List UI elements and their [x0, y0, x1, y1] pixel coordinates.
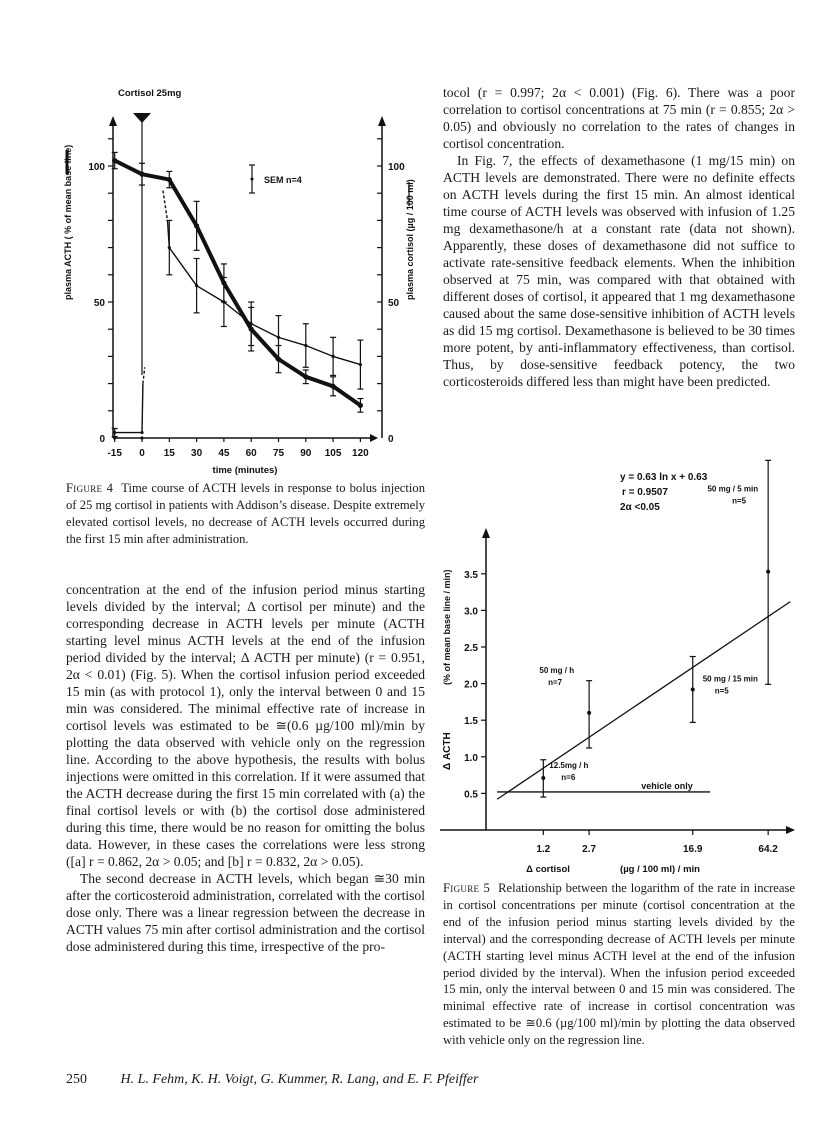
figure-5-label: Figure 5: [443, 881, 491, 895]
fig5-x-tick-label: 64.2: [758, 844, 778, 855]
fig5-x-axis-title: Δ cortisol: [526, 864, 570, 875]
fig4-data-point: [167, 177, 172, 182]
fig5-y-tick-label: 3.0: [464, 606, 478, 618]
fig4-x-axis-arrow: [370, 434, 378, 442]
fig4-data-point: [112, 158, 117, 163]
fig4-data-point: [168, 246, 171, 249]
fig5-point-n: n=6: [561, 773, 576, 783]
fig5-x-axis-arrow: [786, 826, 795, 834]
fig5-data-point: [691, 687, 695, 691]
fig4-x-tick-label: -15: [107, 448, 122, 459]
fig5-y-axis-arrow: [482, 528, 490, 538]
fig4-right-axis-arrow: [378, 116, 386, 126]
fig4-data-point: [304, 344, 307, 347]
fig4-data-point: [359, 363, 362, 366]
fig5-vehicle-label: vehicle only: [641, 780, 693, 791]
paragraph: In Fig. 7, the effects of dexamethasone (1 mg/15 min) on ACTH levels are demonstrated. There were no definite effects on ACTH levels during the first 15 min. An almost identical time course of ACTH levels was observed with infusion of 1.25 mg dexamethasone/h at a constant rate (data not shown). Apparently, these doses of dexamethasone did not suffice to activate rate-sensitive feedback elements. When the inhibition observed at 75 min, was compared with that obtained with different doses of cortisol, it appeared that 1 mg dexamethasone caused about the same dose-sensitive inhibition of ACTH levels as did 15 mg cortisol. Dexamethasone is believed to be 30 times more potent, by anti-inflammatory effectiveness, than cortisol. Thus, by dose-sensitive feedback potency, the two corticosteroids differed less than might have been predicted.: [443, 153, 795, 389]
paragraph: tocol (r = 0.997; 2α < 0.001) (Fig. 6). There was a poor correlation to cortisol concentrations at 75 min (r = 0.855; 2α > 0.05) and obviously no correlation to the rates of changes in cortisol concentration.: [443, 85, 795, 151]
fig5-y-tick-label: 2.5: [464, 643, 478, 654]
fig5-point-label: 50 mg / 15 min: [702, 674, 758, 684]
figure-5-caption: [443, 880, 795, 1049]
fig5-y-tick-label: 1.0: [464, 752, 478, 764]
figure-4-caption-text: Time course of ACTH levels in response to bolus injection of 25 mg cortisol in patients with Addison’s disease. Despite extremely elevated cortisol levels, no decrease of ACTH levels occurred during the first 15 min after administration.: [66, 481, 425, 546]
fig4-left-tick-label: 50: [93, 298, 105, 309]
fig5-y-axis-units: (% of mean base line / min): [442, 569, 452, 685]
figure-4-caption: [66, 480, 425, 548]
fig4-left-axis-arrow: [109, 116, 117, 126]
fig4-cortisol-rise-dashed: [143, 367, 145, 383]
fig5-point-n: n=7: [548, 677, 563, 687]
right-column-text: [443, 84, 795, 390]
fig4-x-tick-label: 0: [139, 448, 145, 459]
figure-4-label: Figure 4: [66, 481, 114, 495]
fig5-x-tick-label: 1.2: [536, 844, 551, 855]
fig4-x-tick-label: 60: [245, 448, 257, 459]
paragraph: concentration at the end of the infusion period minus starting levels divided by the interval; Δ cortisol per minute) and the corresponding decrease in ACTH levels per minute (ACTH starting level minus ACTH levels at the end of the infusion period divided by the interval; Δ ACTH per minute) (r = 0.951, 2α < 0.01) (Fig. 5). When the cortisol infusion period exceeded 15 min (as with protocol 1), only the interval between 0 and 15 min was considered. The minimal effective rate of increase in cortisol levels was estimated to be ≅(0.6 µg/100 ml)/min by plotting the data observed with vehicle only on the regression line. According to the above hypothesis, the results with bolus injections were omitted in this correlation. If it were assumed that the ACTH decrease during the first 15 min correlated with (a) the final cortisol levels or with (b) the cortisol dose administered during this time, there would be no reason for omitting the bolus data. However, in these cases the correlations were less strong ([a] r = 0.862, 2α > 0.05; and [b] r = 0.832, 2α > 0.05).: [66, 582, 425, 869]
fig4-data-point: [140, 436, 143, 439]
fig5-data-point: [587, 711, 591, 715]
fig5-data-point: [766, 570, 770, 574]
fig5-point-label: 50 mg / h: [539, 665, 575, 675]
fig4-x-tick-label: 45: [218, 448, 230, 459]
fig4-data-point: [140, 431, 143, 434]
fig4-data-point: [113, 436, 116, 439]
fig5-point-label: 50 mg / 5 min: [707, 484, 759, 494]
fig5-regression-equation: y = 0.63 ln x + 0.63: [620, 472, 708, 483]
fig5-y-tick-label: 1.5: [464, 716, 478, 728]
fig5-y-tick-label: 0.5: [464, 789, 478, 801]
fig5-regression-line: [497, 602, 790, 800]
figure-5-caption-text: Relationship between the logarithm of the rate in increase in cortisol concentrations per minute (cortisol concentration at the end of the infusion period minus starting levels divided by the interval) and the corresponding decrease of ACTH levels per minute (ACTH starting level minus ACTH level at the end of the infusion period divided by the interval). When the infusion period exceeded 15 min, only the interval between 0 and 15 min was considered. The minimal effective rate of increase in cortisol concentration was estimated to be ≅0.6 (µg/100 ml)/min by plotting the data observed with vehicle only on the regression line.: [443, 881, 795, 1048]
fig4-cortisol-fall-dashed: [163, 190, 168, 220]
fig4-data-point: [331, 384, 336, 389]
authors: H. L. Fehm, K. H. Voigt, G. Kummer, R. Lang, and E. F. Pfeiffer: [120, 1072, 479, 1087]
fig4-left-tick-label: 0: [99, 434, 105, 445]
fig4-x-axis-title: time (minutes): [212, 465, 278, 476]
fig4-data-point: [195, 284, 198, 287]
fig4-x-tick-label: 120: [352, 448, 369, 459]
fig4-cortisol-annotation: Cortisol 25mg: [118, 88, 182, 99]
fig4-left-tick-label: 100: [88, 162, 105, 173]
fig4-right-tick-label: 100: [388, 162, 405, 173]
fig5-y-tick-label: 3.5: [464, 569, 478, 581]
fig4-right-tick-label: 0: [388, 434, 394, 445]
paragraph: The second decrease in ACTH levels, which began ≅30 min after the corticosteroid administration, correlated with the cortisol dose only. There was a linear regression between the decrease in ACTH values 75 min after cortisol administration and the cortisol dose administered during this time, irrespective of the pro-: [66, 871, 425, 954]
page-number: 250: [66, 1072, 87, 1087]
fig4-sem-legend-dot: [251, 178, 254, 181]
fig4-x-tick-label: 30: [191, 448, 203, 459]
fig4-data-point: [113, 431, 116, 434]
fig5-point-n: n=5: [714, 686, 729, 696]
fig4-right-axis-title: plasma cortisol (µg / 100 ml): [405, 179, 415, 300]
fig4-data-point: [332, 355, 335, 358]
fig4-data-point: [194, 223, 199, 228]
fig5-correlation: r = 0.9507: [622, 487, 668, 498]
fig5-significance: 2α <0.05: [620, 502, 660, 513]
fig5-point-n: n=5: [732, 496, 747, 506]
fig4-data-point: [303, 374, 308, 379]
fig4-data-point: [250, 322, 253, 325]
fig4-cortisol-rise: [142, 384, 143, 433]
fig4-data-point: [222, 300, 225, 303]
fig4-x-tick-label: 75: [272, 448, 285, 459]
fig5-y-tick-label: 2.0: [464, 679, 478, 691]
fig4-data-point: [277, 336, 280, 339]
fig4-data-point: [358, 403, 363, 408]
fig4-sem-legend-text: SEM n=4: [264, 175, 302, 185]
fig5-x-tick-label: 2.7: [582, 844, 597, 855]
fig4-x-tick-label: 90: [300, 448, 312, 459]
fig5-data-point: [541, 776, 545, 780]
fig4-series-acth-line: [115, 161, 361, 406]
fig4-x-tick-label: 105: [324, 448, 342, 459]
fig5-point-label: 12.5mg / h: [549, 761, 589, 771]
fig5-x-axis-units: (µg / 100 ml) / min: [620, 864, 700, 875]
fig4-left-axis-title: plasma ACTH ( % of mean base line): [63, 144, 73, 300]
fig5-x-tick-label: 16.9: [683, 844, 703, 855]
page-footer: [66, 1072, 478, 1088]
fig4-right-tick-label: 50: [388, 298, 400, 309]
fig4-x-tick-label: 15: [163, 448, 175, 459]
left-column-text: [66, 581, 425, 955]
fig5-y-axis-title: Δ ACTH: [442, 732, 453, 770]
fig4-data-point: [139, 172, 144, 177]
